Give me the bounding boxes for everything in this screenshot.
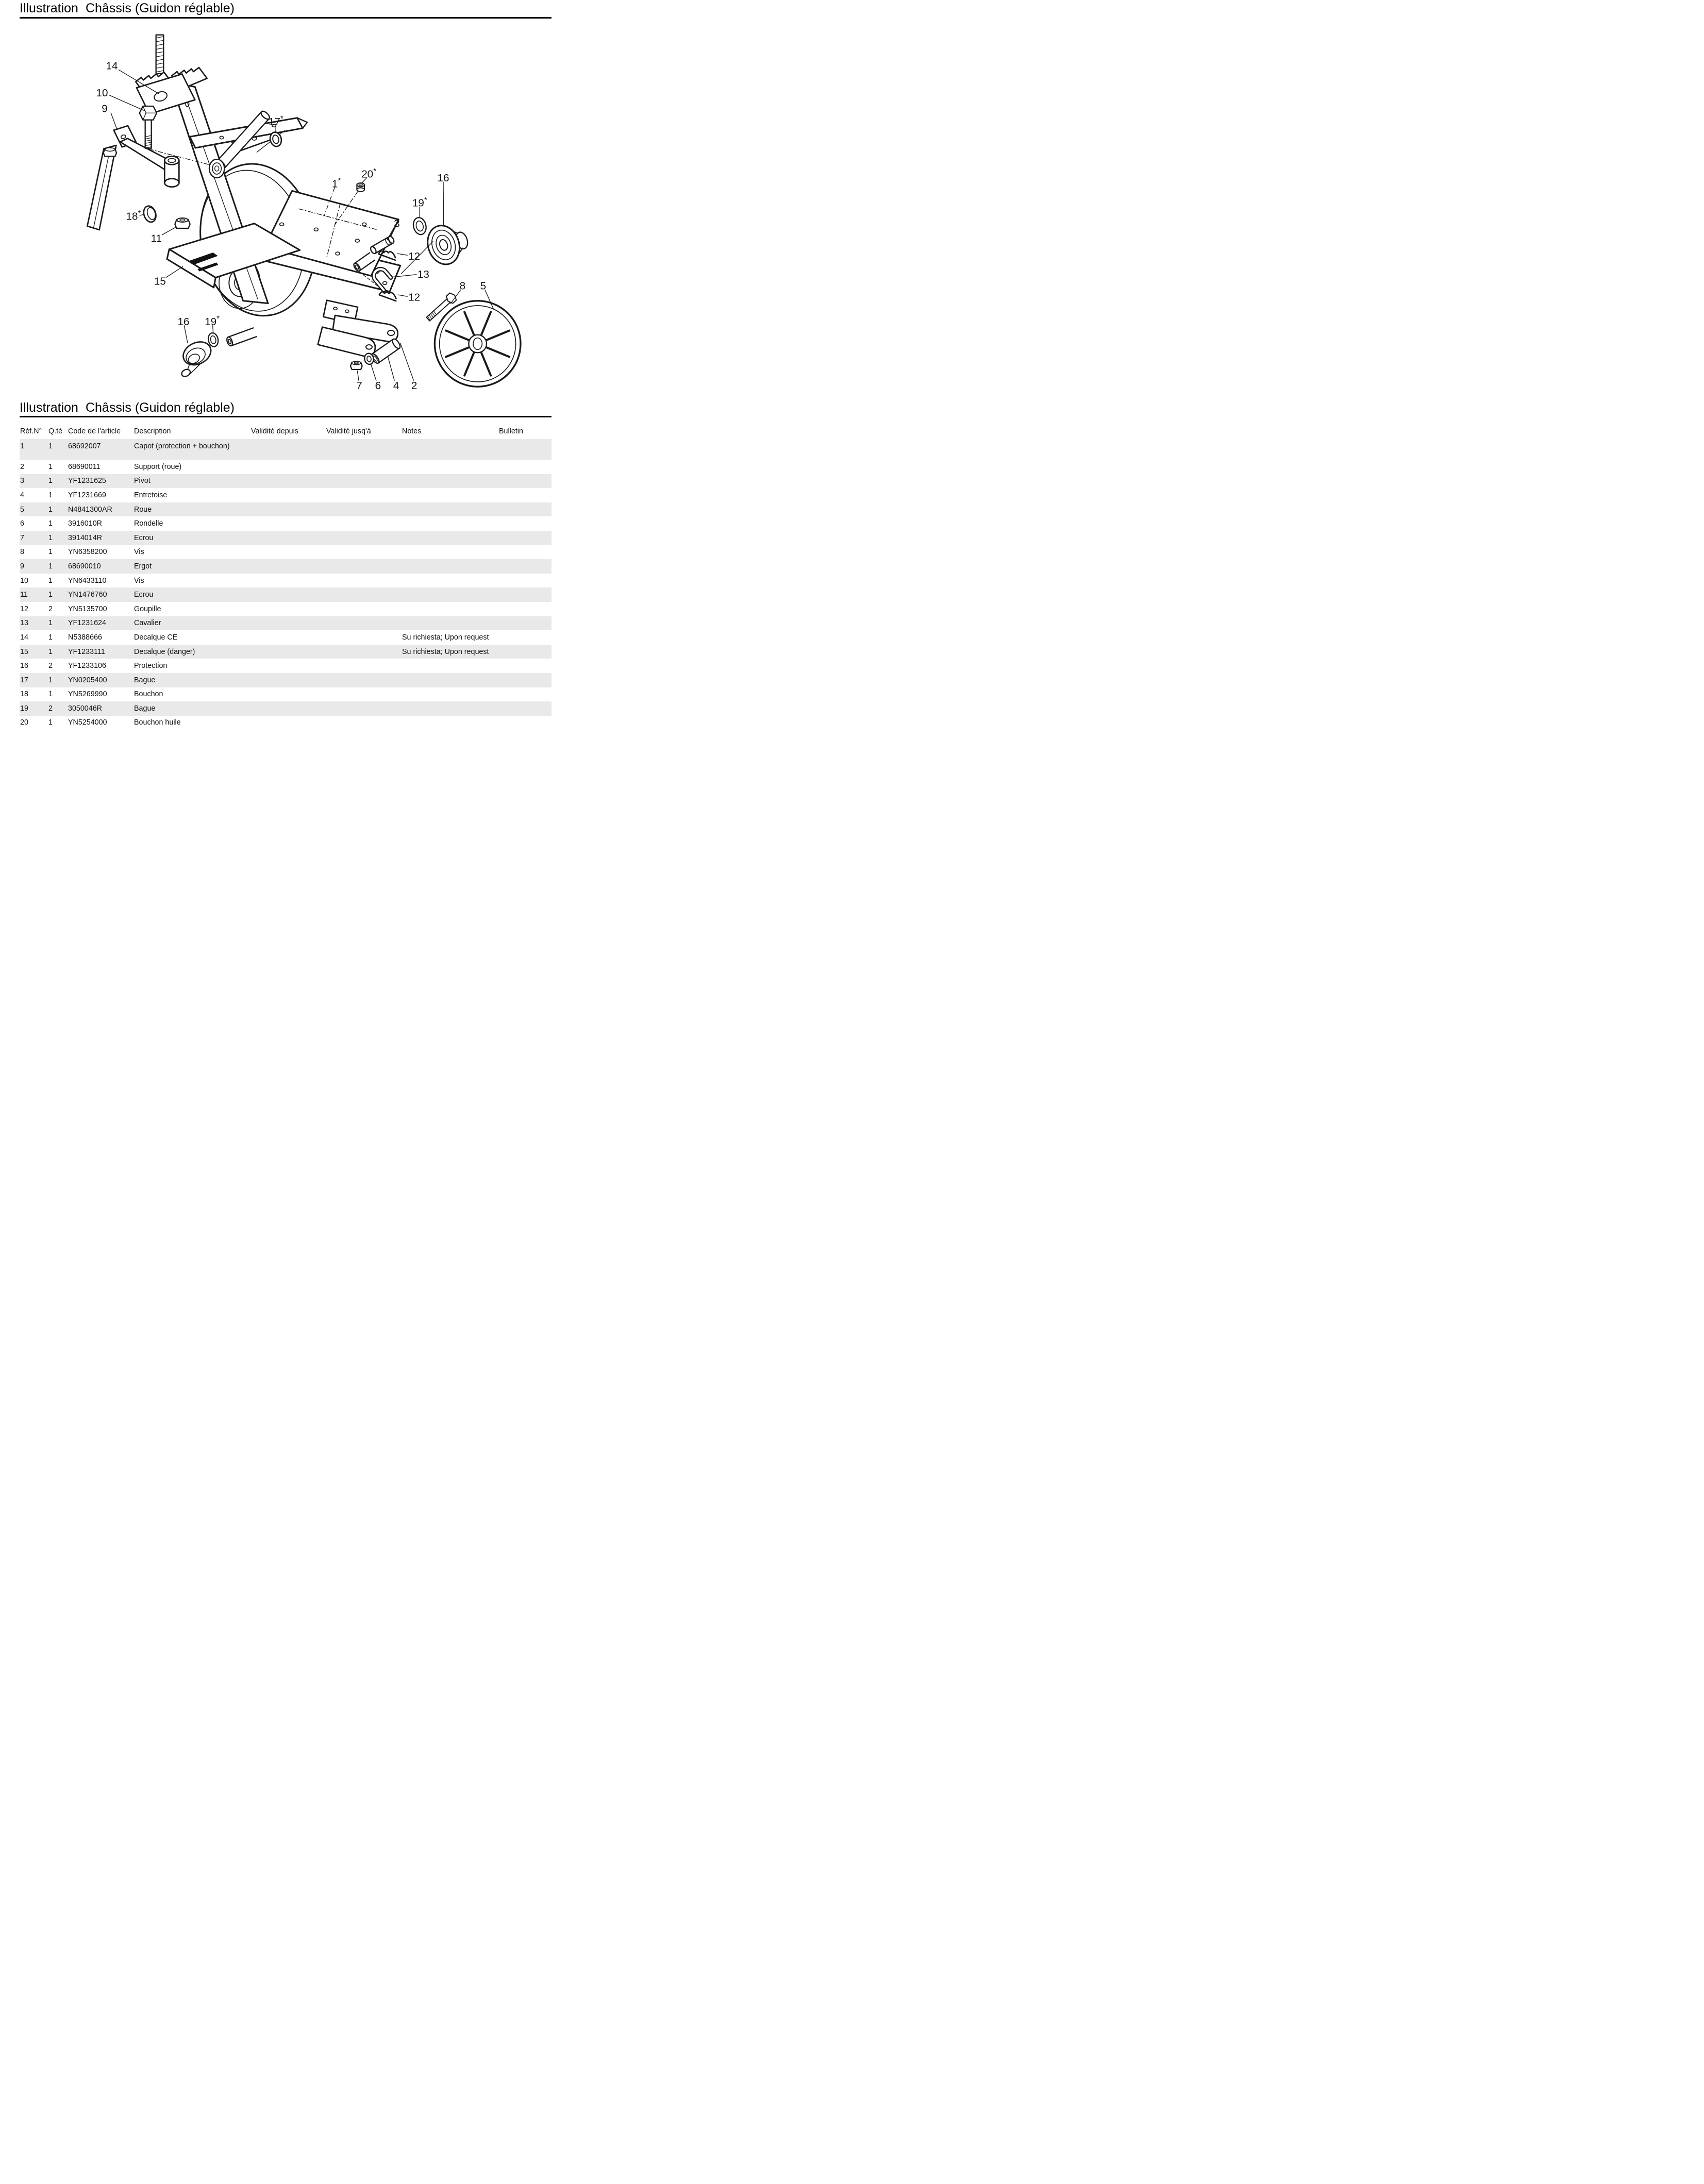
cell-qty: 1 bbox=[48, 462, 53, 471]
cell-ref: 6 bbox=[20, 519, 24, 528]
cell-code: N4841300AR bbox=[68, 505, 112, 514]
cell-code: YN5135700 bbox=[68, 604, 107, 613]
cell-desc: Roue bbox=[134, 505, 152, 514]
cell-code: 68690010 bbox=[68, 562, 101, 570]
table-row-16 bbox=[20, 659, 552, 673]
title-word-chassis: Châssis (Guidon réglable) bbox=[85, 400, 235, 415]
callout-15 bbox=[154, 266, 183, 287]
cell-qty: 1 bbox=[48, 690, 53, 699]
cell-ref: 2 bbox=[20, 462, 24, 471]
callout-7 bbox=[356, 371, 362, 392]
table-row-7 bbox=[20, 531, 552, 545]
cell-code: N5388666 bbox=[68, 633, 102, 642]
col-bulletin: Bulletin bbox=[499, 427, 523, 435]
table-row-14 bbox=[20, 630, 552, 645]
callout-11 bbox=[151, 227, 176, 244]
cell-qty: 2 bbox=[48, 704, 53, 713]
cell-qty: 1 bbox=[48, 647, 53, 656]
table-row-17 bbox=[20, 673, 552, 687]
callout-19-star bbox=[412, 196, 427, 217]
table-row-3 bbox=[20, 474, 552, 489]
callout-16 bbox=[178, 316, 190, 343]
cell-desc: Vis bbox=[134, 576, 144, 585]
cell-code: YN1476760 bbox=[68, 591, 107, 599]
threaded-rod bbox=[156, 35, 164, 74]
col-qty: Q.té bbox=[48, 427, 63, 435]
cell-ref: 14 bbox=[20, 633, 28, 642]
cell-qty: 1 bbox=[48, 676, 53, 684]
exploded-parts-drawing bbox=[0, 19, 568, 400]
svg-text:3: 3 bbox=[394, 217, 400, 230]
cell-ref: 15 bbox=[20, 647, 28, 656]
table-row-11 bbox=[20, 587, 552, 602]
bouchon-huile-20 bbox=[357, 183, 364, 192]
cell-qty: 1 bbox=[48, 505, 53, 514]
table-row-13 bbox=[20, 616, 552, 631]
svg-text:6: 6 bbox=[375, 380, 381, 392]
table-row-19 bbox=[20, 701, 552, 716]
svg-text:7: 7 bbox=[356, 380, 362, 392]
cell-ref: 4 bbox=[20, 491, 24, 499]
table-row-4 bbox=[20, 488, 552, 502]
page-title bbox=[20, 1, 235, 16]
cell-qty: 1 bbox=[48, 477, 53, 485]
cell-qty: 1 bbox=[48, 519, 53, 528]
cell-ref: 19 bbox=[20, 704, 28, 713]
cell-qty: 1 bbox=[48, 491, 53, 499]
title-word-illustration: Illustration bbox=[20, 1, 78, 15]
svg-text:12: 12 bbox=[408, 250, 421, 262]
ecrou-11 bbox=[175, 218, 190, 228]
cell-desc: Vis bbox=[134, 548, 144, 557]
cell-code: 3050046R bbox=[68, 704, 102, 713]
cell-qty: 1 bbox=[48, 576, 53, 585]
cell-desc: Bague bbox=[134, 676, 156, 684]
table-header bbox=[20, 427, 552, 439]
callout-4 bbox=[388, 357, 399, 392]
stand-nut bbox=[104, 148, 116, 157]
callout-9 bbox=[102, 103, 116, 129]
table-row-15 bbox=[20, 645, 552, 659]
callout-20-star bbox=[361, 167, 376, 183]
callout-12 bbox=[397, 250, 420, 262]
cell-code: YN0205400 bbox=[68, 676, 107, 684]
svg-text:4: 4 bbox=[393, 380, 399, 392]
callout-18-star bbox=[126, 209, 144, 222]
cell-desc: Protection bbox=[134, 662, 168, 670]
cell-qty: 1 bbox=[48, 562, 53, 570]
roue-5 bbox=[435, 301, 521, 387]
cell-qty: 1 bbox=[48, 533, 53, 542]
cell-code: YF1231625 bbox=[68, 477, 106, 485]
cell-code: YN5254000 bbox=[68, 718, 107, 727]
document-page bbox=[0, 0, 568, 728]
cell-ref: 8 bbox=[20, 548, 24, 557]
cell-code: 68690011 bbox=[68, 462, 101, 471]
col-notes: Notes bbox=[402, 427, 422, 435]
cell-code: YF1231669 bbox=[68, 491, 106, 499]
cell-qty: 1 bbox=[48, 718, 53, 727]
table-row-12 bbox=[20, 602, 552, 616]
cell-desc: Ecrou bbox=[134, 591, 154, 599]
svg-text:11: 11 bbox=[151, 232, 162, 245]
cell-desc: Pivot bbox=[134, 477, 151, 485]
cell-code: YN6433110 bbox=[68, 576, 107, 585]
cell-desc: Ergot bbox=[134, 562, 152, 570]
svg-text:20*: 20* bbox=[361, 167, 377, 180]
ecrou-7 bbox=[350, 361, 362, 369]
cell-notes: Su richiesta; Upon request bbox=[402, 647, 489, 656]
cell-desc: Entretoise bbox=[134, 491, 168, 499]
protection-16-right bbox=[423, 219, 473, 268]
cell-ref: 20 bbox=[20, 718, 28, 727]
cell-desc: Bague bbox=[134, 704, 156, 713]
table-row-8 bbox=[20, 545, 552, 560]
table-row-1 bbox=[20, 439, 552, 460]
goupille-12-lower bbox=[379, 291, 397, 301]
cell-notes: Su richiesta; Upon request bbox=[402, 633, 489, 642]
title-word-chassis: Châssis (Guidon réglable) bbox=[85, 1, 235, 15]
callout-8 bbox=[450, 280, 465, 304]
cell-code: YF1233106 bbox=[68, 662, 106, 670]
svg-text:9: 9 bbox=[102, 103, 108, 115]
bolt-vis-10 bbox=[140, 106, 157, 148]
cell-ref: 10 bbox=[20, 576, 28, 585]
cell-qty: 1 bbox=[48, 633, 53, 642]
cell-ref: 13 bbox=[20, 619, 28, 628]
cell-ref: 5 bbox=[20, 505, 24, 514]
table-row-9 bbox=[20, 559, 552, 574]
section-title bbox=[20, 400, 235, 415]
cell-desc: Decalque (danger) bbox=[134, 647, 195, 656]
cell-desc: Bouchon huile bbox=[134, 718, 181, 727]
cell-ref: 18 bbox=[20, 690, 28, 699]
cell-code: 3916010R bbox=[68, 519, 102, 528]
svg-text:8: 8 bbox=[459, 280, 466, 292]
cell-qty: 2 bbox=[48, 604, 53, 613]
cell-qty: 1 bbox=[48, 619, 53, 628]
table-row-18 bbox=[20, 687, 552, 702]
beam-hub bbox=[209, 159, 224, 178]
svg-text:2: 2 bbox=[411, 380, 417, 392]
cell-desc: Decalque CE bbox=[134, 633, 178, 642]
title-divider bbox=[20, 17, 552, 19]
cell-desc: Bouchon bbox=[134, 690, 163, 699]
svg-text:13: 13 bbox=[417, 268, 429, 280]
cell-desc: Rondelle bbox=[134, 519, 163, 528]
cell-code: 3914014R bbox=[68, 533, 102, 542]
callout-2 bbox=[400, 343, 417, 392]
svg-text:1*: 1* bbox=[331, 177, 341, 190]
callout-12 bbox=[398, 292, 420, 304]
cell-desc: Support (roue) bbox=[134, 462, 182, 471]
cell-qty: 1 bbox=[48, 591, 53, 599]
cell-ref: 3 bbox=[20, 477, 24, 485]
svg-text:16: 16 bbox=[177, 316, 190, 328]
cell-desc: Cavalier bbox=[134, 619, 161, 628]
col-code: Code de l'article bbox=[68, 427, 121, 435]
cell-ref: 1 bbox=[20, 442, 24, 450]
col-valid-to: Validité jusq'à bbox=[326, 427, 371, 435]
callout-6 bbox=[371, 364, 381, 392]
table-row-5 bbox=[20, 502, 552, 517]
svg-text:17*: 17* bbox=[268, 114, 283, 128]
parts-table bbox=[20, 439, 552, 730]
col-valid-from: Validité depuis bbox=[251, 427, 298, 435]
svg-text:14: 14 bbox=[106, 60, 118, 72]
cell-ref: 9 bbox=[20, 562, 24, 570]
table-row-10 bbox=[20, 574, 552, 588]
axle-stub bbox=[226, 328, 256, 346]
callout-19-star bbox=[205, 315, 220, 333]
cell-code: YN6358200 bbox=[68, 548, 107, 557]
cell-desc: Goupille bbox=[134, 604, 161, 613]
table-row-6 bbox=[20, 516, 552, 531]
svg-text:12: 12 bbox=[408, 291, 421, 304]
callout-14 bbox=[106, 60, 159, 94]
title-word-illustration: Illustration bbox=[20, 400, 78, 415]
cell-qty: 2 bbox=[48, 662, 53, 670]
svg-text:15: 15 bbox=[154, 275, 166, 288]
table-row-2 bbox=[20, 460, 552, 474]
cell-desc: Capot (protection + bouchon) bbox=[134, 442, 230, 450]
cell-ref: 16 bbox=[20, 662, 28, 670]
cell-code: YN5269990 bbox=[68, 690, 107, 699]
svg-text:5: 5 bbox=[480, 280, 487, 292]
section-divider bbox=[20, 416, 552, 417]
cell-ref: 11 bbox=[20, 591, 28, 599]
table-row-20 bbox=[20, 716, 552, 730]
cell-code: 68692007 bbox=[68, 442, 101, 450]
cell-ref: 17 bbox=[20, 676, 28, 684]
goupille-12-upper bbox=[378, 250, 396, 260]
cell-qty: 1 bbox=[48, 548, 53, 557]
col-ref: Réf.N° bbox=[20, 427, 42, 435]
svg-text:18*: 18* bbox=[126, 209, 141, 223]
cell-qty: 1 bbox=[48, 442, 53, 450]
cell-code: YF1231624 bbox=[68, 619, 106, 628]
cell-desc: Ecrou bbox=[134, 533, 154, 542]
svg-text:16: 16 bbox=[437, 172, 449, 184]
svg-text:10: 10 bbox=[96, 87, 108, 99]
cell-ref: 7 bbox=[20, 533, 24, 542]
svg-text:19*: 19* bbox=[412, 196, 427, 209]
svg-text:19*: 19* bbox=[205, 314, 220, 328]
callout-16 bbox=[438, 172, 449, 225]
cell-code: YF1233111 bbox=[68, 647, 105, 656]
bague-19-right bbox=[412, 216, 428, 236]
exploded-parts-diagram bbox=[0, 19, 568, 400]
bouchon-18 bbox=[142, 205, 158, 224]
cell-ref: 12 bbox=[20, 604, 28, 613]
col-description: Description bbox=[134, 427, 171, 435]
